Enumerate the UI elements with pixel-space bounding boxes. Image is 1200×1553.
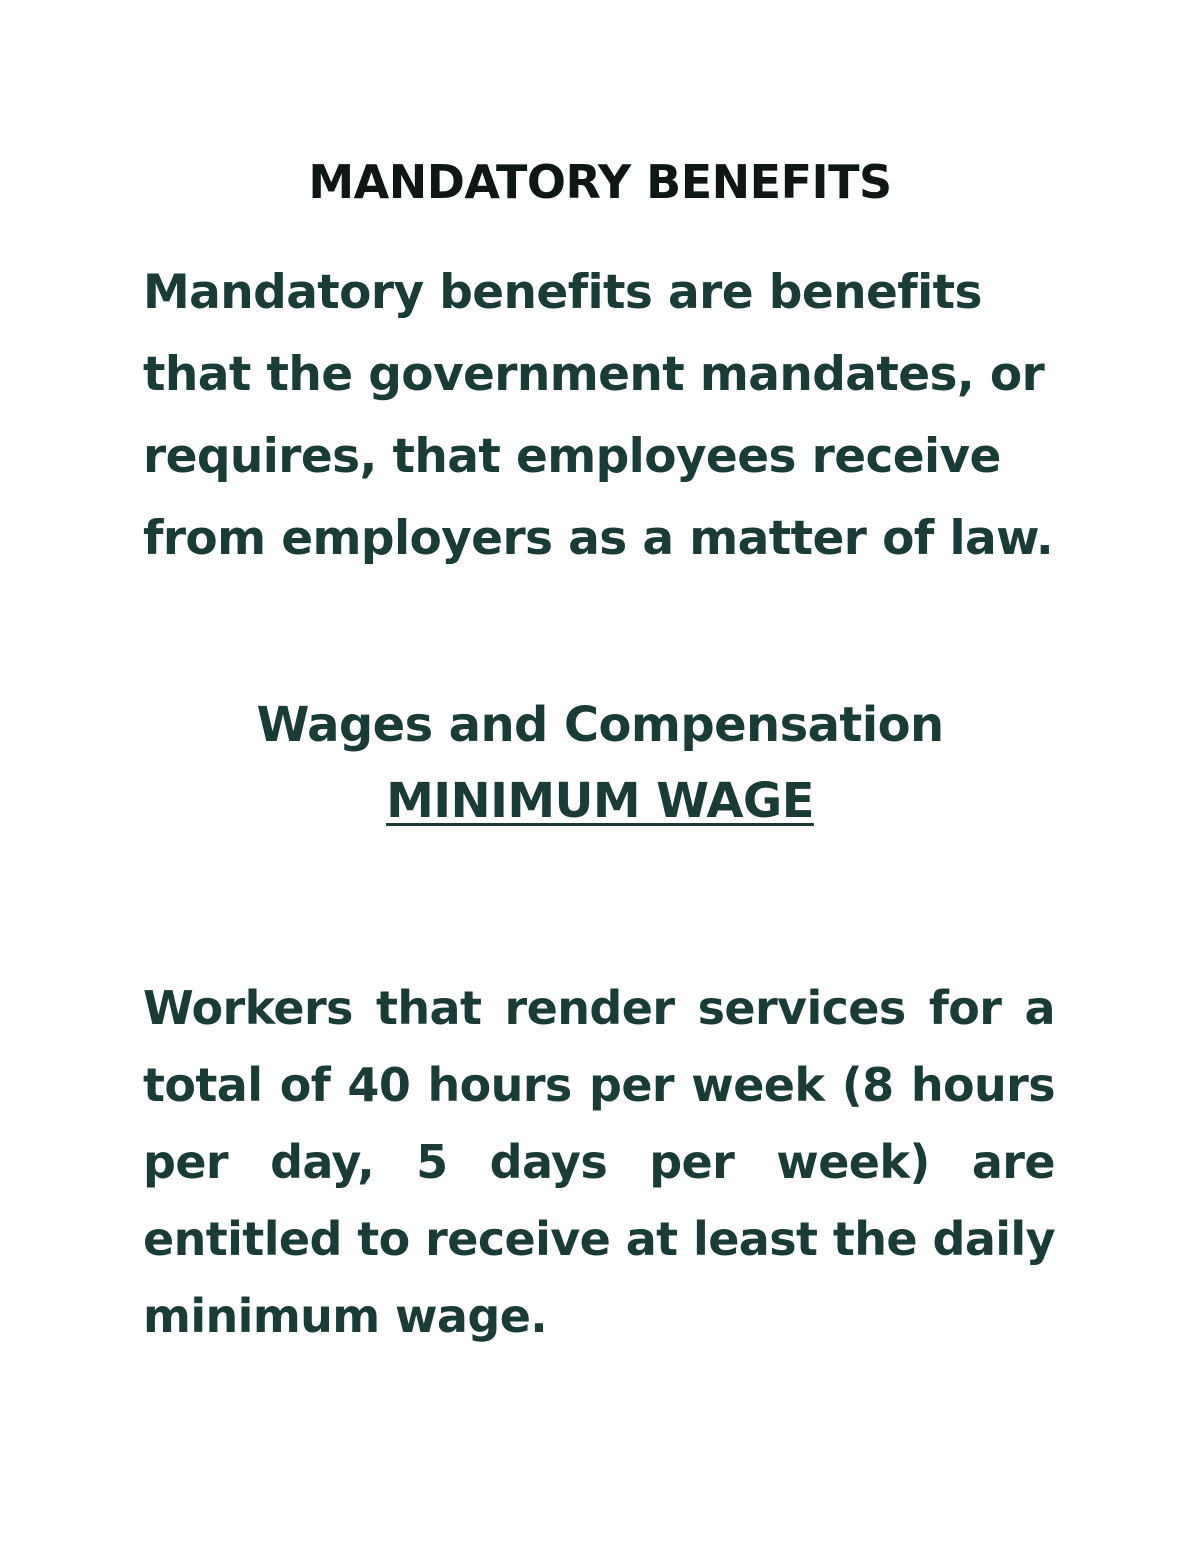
body-paragraph: Workers that render services for a total of 40 hours per week (8 hours per day, 5 days per week) are entitled to receive at least the daily minimum wage. [143, 981, 1055, 1343]
page-title: MANDATORY BENEFITS [308, 155, 892, 209]
section-subheading [0, 772, 1200, 830]
section-heading: Wages and Compensation [256, 697, 944, 753]
section-subheading-text: MINIMUM WAGE [386, 773, 814, 829]
intro-paragraph: Mandatory benefits are benefits that the government mandates, or requires, that employees receive from employers as a matter of law. [143, 265, 1054, 566]
